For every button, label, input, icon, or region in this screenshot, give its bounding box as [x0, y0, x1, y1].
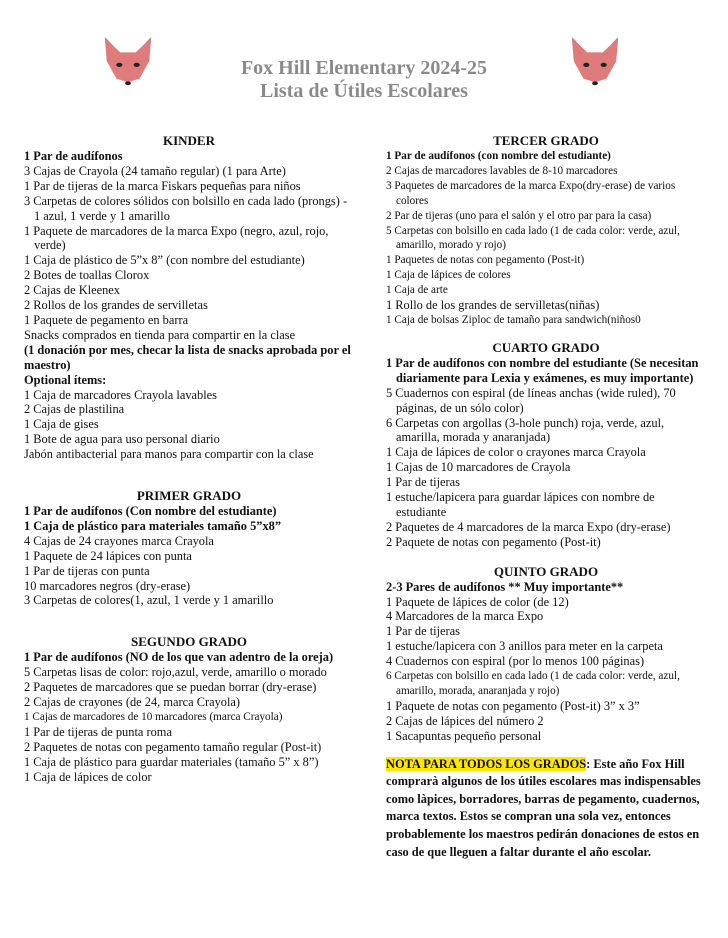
right-column: [386, 133, 706, 861]
list-item: 6 Carpetas con bolsillo en cada lado (1 de cada color: verde, azul, amarillo, morada, anaranjada y rojo): [386, 670, 680, 697]
list-item: 2 Paquetes de notas con pegamento tamaño regular (Post-it): [24, 739, 322, 754]
list-item: 1 Cajas de 10 marcadores de Crayola: [386, 460, 571, 475]
list-item: 3 Carpetas de colores sólidos con bolsillo en cada lado (prongs) - 1 azul, 1 verde y 1 amarillo: [24, 193, 348, 223]
page-title: [0, 57, 728, 103]
list-item: 1 Par de audífonos (NO de los que van adentro de la oreja): [24, 650, 334, 665]
list-item: 1 Caja de gises: [24, 417, 99, 432]
list-item: 10 marcadores negros (dry-erase): [24, 578, 191, 593]
list-item: 1 Caja de plástico para materiales tamaño 5”x8”: [24, 518, 282, 533]
list-item: 5 Carpetas con bolsillo en cada lado (1 de cada color: verde, azul, amarillo, morado y rojo): [386, 224, 680, 252]
section-tercer-grado: [386, 133, 706, 328]
list-item: 1 Caja de lápices de colores: [386, 269, 511, 282]
list-item: 1 Paquete de marcadores de la marca Expo (negro, azul, rojo, verde): [24, 223, 329, 253]
title-line-1: Fox Hill Elementary 2024-25: [240, 57, 488, 79]
section-kinder: [24, 133, 354, 462]
list-item: 1 Caja de marcadores Crayola lavables: [24, 387, 218, 402]
list-item: 1 Paquetes de notas con pegamento (Post-it): [386, 254, 585, 267]
list-item: 1 Caja de lápices de color o crayones marca Crayola: [386, 445, 646, 460]
list-item: 6 Carpetas con argollas (3-hole punch) roja, verde, azul, amarilla, morada y anaranjada): [386, 415, 665, 445]
section-cuarto-grado: [386, 340, 706, 550]
list-item: 1 Par de tijeras de la marca Fiskars pequeñas para niños: [24, 178, 301, 193]
list-item: 1 Par de tijeras de punta roma: [24, 724, 172, 739]
list-item: 1 Par de tijeras con punta: [24, 563, 150, 578]
list-item: 1 Paquete de notas con pegamento (Post-it) 3” x 3”: [386, 698, 640, 713]
left-column: [24, 133, 354, 785]
list-item: 4 Cajas de 24 crayones marca Crayola: [24, 533, 214, 548]
title-line-2: Lista de Útiles Escolares: [260, 80, 468, 102]
list-item: 3 Carpetas de colores(1, azul, 1 verde y 1 amarillo: [24, 593, 274, 608]
list-item: 3 Cajas de Crayola (24 tamaño regular) (1 para Arte): [24, 163, 286, 178]
list-item: 1 Sacapuntas pequeño personal: [386, 728, 542, 743]
list-item: 1 Caja de lápices de color: [24, 769, 152, 784]
list-item: 2 Paquetes de marcadores que se puedan borrar (dry-erase): [24, 680, 317, 695]
list-item: 1 Par de audífonos con nombre del estudiante (Se necesitan diariamente para Lexia y exámenes, es muy importante): [386, 355, 699, 385]
section-segundo-grado: [24, 634, 354, 784]
list-item: 1 Cajas de marcadores de 10 marcadores (marca Crayola): [24, 711, 283, 723]
section-primer-grado: [24, 488, 354, 608]
list-item: 1 Par de tijeras: [386, 475, 460, 490]
list-item: (1 donación por mes, checar la lista de snacks aprobada por el maestro): [24, 342, 351, 372]
list-item: 1 Bote de agua para uso personal diario: [24, 432, 220, 447]
list-item: 2 Botes de toallas Clorox: [24, 268, 150, 283]
list-item: 2 Rollos de los grandes de servilletas: [24, 298, 208, 313]
list-item: 1 Caja de plástico para guardar materiales (tamaño 5” x 8”): [24, 754, 319, 769]
list-item: 1 Par de audífonos (Con nombre del estudiante): [24, 504, 277, 519]
list-item: 1 Par de audífonos: [24, 149, 123, 163]
section-title: QUINTO GRADO: [493, 563, 599, 579]
list-item: 4 Marcadores de la marca Expo: [386, 609, 544, 624]
list-item: 2 Cajas de Kleenex: [24, 283, 120, 298]
note-label: NOTA PARA TODOS LOS GRADOS: [386, 756, 587, 771]
list-item: Snacks comprados en tienda para compartir en la clase: [24, 327, 296, 342]
list-item: 2 Par de tijeras (uno para el salón y el otro par para la casa): [386, 209, 652, 222]
list-item: 4 Cuadernos con espiral (por lo menos 100 páginas): [386, 654, 645, 669]
list-item: 1 Rollo de los grandes de servilletas(niñas): [386, 298, 600, 313]
section-title: PRIMER GRADO: [136, 488, 242, 504]
note-all-grades: [386, 756, 706, 862]
list-item: 1 Caja de bolsas Ziploc de tamaño para sandwich(niños0: [386, 313, 641, 326]
list-item: 5 Cuadernos con espiral (de líneas anchas (wide ruled), 70 páginas, de un sólo color): [386, 385, 676, 415]
section-title: SEGUNDO GRADO: [131, 634, 247, 650]
list-item: 5 Carpetas lisas de color: rojo,azul, verde, amarillo o morado: [24, 665, 327, 680]
list-item: 2-3 Pares de audífonos ** Muy importante**: [386, 579, 624, 594]
list-item: 1 Par de audífonos (con nombre del estudiante): [386, 150, 611, 162]
list-item: 1 Caja de plástico de 5”x 8” (con nombre del estudiante): [24, 253, 305, 268]
list-item: 2 Cajas de lápices del número 2: [386, 713, 544, 728]
list-item: Jabón antibacterial para manos para compartir con la clase: [24, 447, 314, 462]
list-item: 1 Paquete de 24 lápices con punta: [24, 548, 192, 563]
list-item: 1 Paquete de pegamento en barra: [24, 312, 189, 327]
note-text: : Este año Fox Hill comprarà algunos de los útiles escolares mas indispensables como làpices, borradores, barras de pegamento, cuadernos, marca textos. Estos se compran una sola vez, entonces probablemente los maestros pedirán donaciones de estos en caso de que lleguen a faltar durante el año escolar.: [386, 756, 701, 859]
list-item: 1 estuche/lapicera con 3 anillos para meter en la carpeta: [386, 639, 663, 654]
list-item: 1 Par de tijeras: [386, 624, 460, 639]
list-item: 2 Cajas de crayones (de 24, marca Crayola): [24, 695, 241, 710]
list-item: 3 Paquetes de marcadores de la marca Expo(dry-erase) de varios colores: [386, 179, 676, 207]
section-title: CUARTO GRADO: [492, 339, 600, 355]
list-item: 2 Paquete de notas con pegamento (Post-it): [386, 534, 601, 549]
section-title: KINDER: [162, 133, 215, 148]
list-item: 1 estuche/lapicera para guardar lápices con nombre de estudiante: [386, 490, 655, 519]
section-quinto-grado: [386, 564, 706, 744]
section-title: TERCER GRADO: [493, 133, 599, 148]
list-item: 2 Cajas de marcadores lavables de 8-10 marcadores: [386, 164, 618, 177]
list-item: 2 Paquetes de 4 marcadores de la marca Expo (dry-erase): [386, 519, 671, 534]
list-item: Optional ítems:: [24, 372, 107, 387]
list-item: 1 Caja de arte: [386, 284, 448, 297]
list-item: 2 Cajas de plastilina: [24, 402, 125, 417]
list-item: 1 Paquete de lápices de color (de 12): [386, 594, 569, 609]
